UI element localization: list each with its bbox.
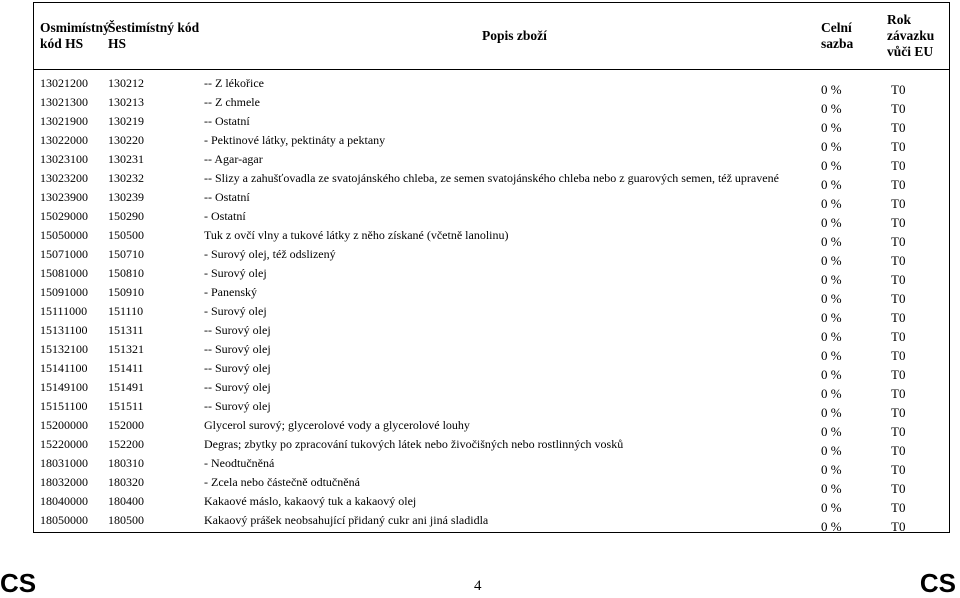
duty-rate: 0 % xyxy=(821,234,842,249)
commitment-year: T0 xyxy=(891,348,906,363)
table-row xyxy=(34,189,949,211)
header-hs6 xyxy=(108,3,204,69)
duty-rate: 0 % xyxy=(821,348,842,363)
goods-description: -- Surový olej xyxy=(204,361,271,375)
duty-rate: 0 % xyxy=(821,500,842,515)
duty-rate: 0 % xyxy=(821,215,842,230)
hs6-code: 151491 xyxy=(108,380,144,394)
cn8-code: 13023900 xyxy=(40,190,88,204)
cn8-code: 15149100 xyxy=(40,380,88,394)
goods-description: -- Surový olej xyxy=(204,380,271,394)
hs6-code: 180320 xyxy=(108,475,144,489)
duty-rate: 0 % xyxy=(821,424,842,439)
table-row xyxy=(34,455,949,477)
duty-rate: 0 % xyxy=(821,291,842,306)
hs6-code: 150500 xyxy=(108,228,144,242)
duty-rate: 0 % xyxy=(821,329,842,344)
header-cn8-label: Osmimístný kód HS xyxy=(40,20,110,51)
commitment-year: T0 xyxy=(891,443,906,458)
header-description-label: Popis zboží xyxy=(482,28,547,43)
hs6-code: 150910 xyxy=(108,285,144,299)
table-row xyxy=(34,246,949,268)
goods-description: -- Ostatní xyxy=(204,190,250,204)
cn8-code: 15151100 xyxy=(40,399,88,413)
cn8-code: 15029000 xyxy=(40,209,88,223)
duty-rate: 0 % xyxy=(821,481,842,496)
commitment-year: T0 xyxy=(891,424,906,439)
hs6-code: 180310 xyxy=(108,456,144,470)
duty-rate: 0 % xyxy=(821,405,842,420)
cn8-code: 18050000 xyxy=(40,513,88,527)
table-row xyxy=(34,341,949,363)
commitment-year: T0 xyxy=(891,82,906,97)
table-header xyxy=(34,3,949,70)
cn8-code: 15200000 xyxy=(40,418,88,432)
table-row xyxy=(34,436,949,458)
hs6-code: 130219 xyxy=(108,114,144,128)
hs6-code: 130231 xyxy=(108,152,144,166)
table-row xyxy=(34,360,949,382)
commitment-year: T0 xyxy=(891,101,906,116)
commitment-year: T0 xyxy=(891,329,906,344)
cn8-code: 15111000 xyxy=(40,304,88,318)
table-row xyxy=(34,208,949,230)
hs6-code: 151511 xyxy=(108,399,144,413)
page-number: 4 xyxy=(474,578,482,594)
duty-rate: 0 % xyxy=(821,82,842,97)
table-row xyxy=(34,417,949,439)
cn8-code: 18040000 xyxy=(40,494,88,508)
cn8-code: 15071000 xyxy=(40,247,88,261)
table-row xyxy=(34,170,949,192)
commitment-year: T0 xyxy=(891,215,906,230)
commitment-year: T0 xyxy=(891,196,906,211)
hs6-code: 130213 xyxy=(108,95,144,109)
table-row xyxy=(34,398,949,420)
commitment-year: T0 xyxy=(891,177,906,192)
hs6-code: 150290 xyxy=(108,209,144,223)
duty-rate: 0 % xyxy=(821,177,842,192)
goods-description: - Neodtučněná xyxy=(204,456,275,470)
table-row xyxy=(34,322,949,344)
cn8-code: 15050000 xyxy=(40,228,88,242)
duty-rate: 0 % xyxy=(821,158,842,173)
cn8-code: 15131100 xyxy=(40,323,88,337)
duty-rate: 0 % xyxy=(821,120,842,135)
commitment-year: T0 xyxy=(891,481,906,496)
commitment-year: T0 xyxy=(891,500,906,515)
hs6-code: 150710 xyxy=(108,247,144,261)
duty-rate: 0 % xyxy=(821,196,842,211)
hs6-code: 130212 xyxy=(108,76,144,90)
hs6-code: 151110 xyxy=(108,304,144,318)
cn8-code: 13022000 xyxy=(40,133,88,147)
commitment-year: T0 xyxy=(891,462,906,477)
commitment-year: T0 xyxy=(891,272,906,287)
table-row xyxy=(34,512,949,534)
hs6-code: 152000 xyxy=(108,418,144,432)
hs6-code: 152200 xyxy=(108,437,144,451)
goods-description: -- Surový olej xyxy=(204,342,271,356)
goods-description: Kakaové máslo, kakaový tuk a kakaový olej xyxy=(204,494,417,508)
duty-rate: 0 % xyxy=(821,367,842,382)
duty-rate: 0 % xyxy=(821,139,842,154)
header-commitment-year-label: Rok závazku vůči EU xyxy=(887,12,935,59)
commitment-year: T0 xyxy=(891,310,906,325)
header-duty-rate-label: Celní sazba xyxy=(821,20,854,51)
table-row xyxy=(34,132,949,154)
commitment-year: T0 xyxy=(891,386,906,401)
cn8-code: 15091000 xyxy=(40,285,88,299)
header-duty-rate xyxy=(821,3,869,69)
goods-description: - Ostatní xyxy=(204,209,246,223)
commitment-year: T0 xyxy=(891,253,906,268)
table-row xyxy=(34,113,949,135)
header-commitment-year xyxy=(887,3,947,69)
goods-description: - Surový olej xyxy=(204,266,267,280)
goods-description: -- Z lékořice xyxy=(204,76,264,90)
goods-description: -- Surový olej xyxy=(204,323,271,337)
table-row xyxy=(34,227,949,249)
goods-description: - Surový olej xyxy=(204,304,267,318)
cn8-code: 18031000 xyxy=(40,456,88,470)
duty-rate: 0 % xyxy=(821,310,842,325)
cn8-code: 13021900 xyxy=(40,114,88,128)
goods-description: Glycerol surový; glycerolové vody a glycerolové louhy xyxy=(204,418,470,432)
table-row xyxy=(34,151,949,173)
cn8-code: 13023200 xyxy=(40,171,88,185)
goods-description: - Surový olej, též odslizený xyxy=(204,247,336,261)
goods-description: - Pektinové látky, pektináty a pektany xyxy=(204,133,386,147)
duty-rate: 0 % xyxy=(821,272,842,287)
hs6-code: 151321 xyxy=(108,342,144,356)
commitment-year: T0 xyxy=(891,120,906,135)
cn8-code: 15141100 xyxy=(40,361,88,375)
commitment-year: T0 xyxy=(891,139,906,154)
cn8-code: 13021200 xyxy=(40,76,88,90)
hs6-code: 130232 xyxy=(108,171,144,185)
table-row xyxy=(34,493,949,515)
goods-description: -- Surový olej xyxy=(204,399,271,413)
table-row xyxy=(34,94,949,116)
header-description xyxy=(482,3,547,69)
hs6-code: 130239 xyxy=(108,190,144,204)
table-row xyxy=(34,265,949,287)
duty-rate: 0 % xyxy=(821,462,842,477)
goods-description: - Panenský xyxy=(204,285,257,299)
goods-description: -- Agar-agar xyxy=(204,152,263,166)
duty-rate: 0 % xyxy=(821,443,842,458)
hs6-code: 180500 xyxy=(108,513,144,527)
goods-description: - Zcela nebo částečně odtučněná xyxy=(204,475,360,489)
hs6-code: 151311 xyxy=(108,323,144,337)
language-mark-right: CS xyxy=(919,568,956,598)
table-row xyxy=(34,303,949,325)
commitment-year: T0 xyxy=(891,158,906,173)
table-row xyxy=(34,284,949,306)
table-body xyxy=(34,75,949,534)
tariff-table xyxy=(33,2,950,533)
hs6-code: 151411 xyxy=(108,361,144,375)
goods-description: -- Ostatní xyxy=(204,114,250,128)
goods-description: -- Slizy a zahušťovadla ze svatojánského chleba, ze semen svatojánského chleba nebo z guarových semen, též upravené xyxy=(204,171,779,185)
hs6-code: 180400 xyxy=(108,494,144,508)
goods-description: Degras; zbytky po zpracování tukových látek nebo živočišných nebo rostlinných vosků xyxy=(204,437,624,451)
goods-description: Kakaový prášek neobsahující přidaný cukr ani jiná sladidla xyxy=(204,513,489,527)
commitment-year: T0 xyxy=(891,367,906,382)
hs6-code: 130220 xyxy=(108,133,144,147)
cn8-code: 15132100 xyxy=(40,342,88,356)
table-row xyxy=(34,379,949,401)
duty-rate: 0 % xyxy=(821,101,842,116)
cn8-code: 15220000 xyxy=(40,437,88,451)
cn8-code: 15081000 xyxy=(40,266,88,280)
commitment-year: T0 xyxy=(891,234,906,249)
header-cn8 xyxy=(40,3,110,69)
goods-description: Tuk z ovčí vlny a tukové látky z něho získané (včetně lanolinu) xyxy=(204,228,509,242)
duty-rate: 0 % xyxy=(821,386,842,401)
table-row xyxy=(34,75,949,97)
table-row xyxy=(34,474,949,496)
language-mark-left: CS xyxy=(0,568,37,598)
duty-rate: 0 % xyxy=(821,519,842,534)
duty-rate: 0 % xyxy=(821,253,842,268)
commitment-year: T0 xyxy=(891,291,906,306)
commitment-year: T0 xyxy=(891,405,906,420)
header-hs6-label: Šestimístný kód HS xyxy=(108,20,200,51)
cn8-code: 13023100 xyxy=(40,152,88,166)
goods-description: -- Z chmele xyxy=(204,95,260,109)
cn8-code: 13021300 xyxy=(40,95,88,109)
commitment-year: T0 xyxy=(891,519,906,534)
hs6-code: 150810 xyxy=(108,266,144,280)
cn8-code: 18032000 xyxy=(40,475,88,489)
